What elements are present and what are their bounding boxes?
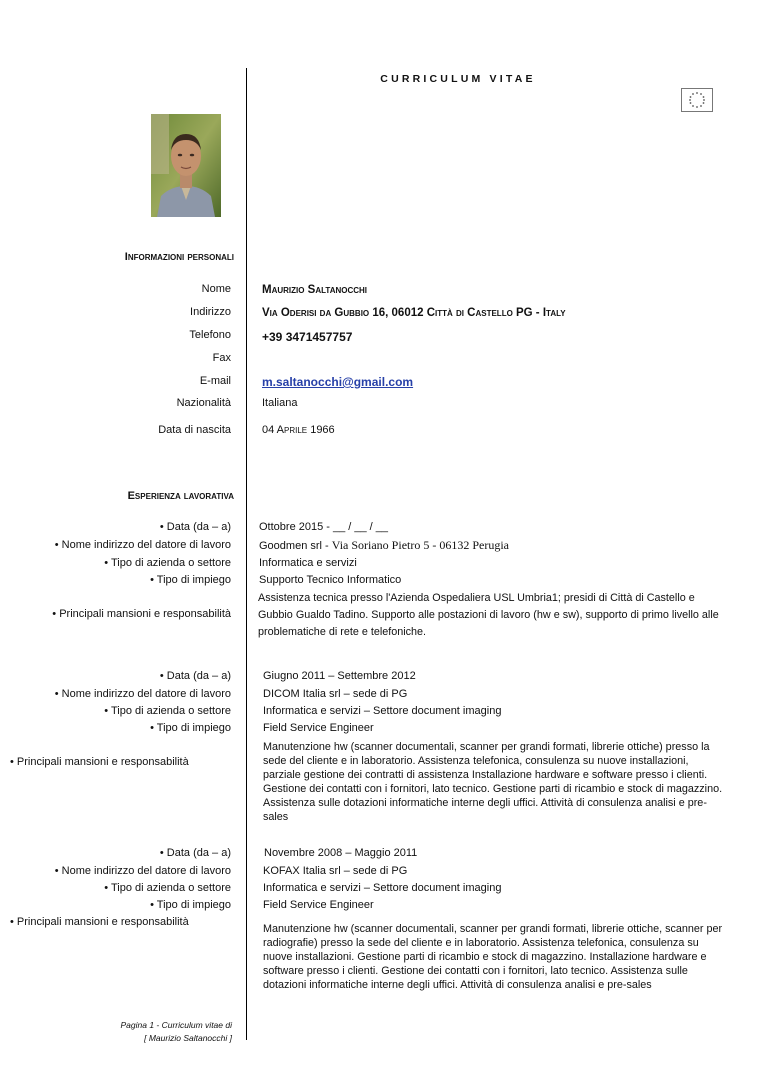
job1-label-date: • Data (da – a)	[159, 521, 231, 533]
job1-employer-address: Via Soriano Pietro 5 - 06132 Perugia	[331, 538, 510, 552]
job1-label-duties: • Principali mansioni e responsabilità	[52, 608, 231, 620]
job2-label-sector: • Tipo di azienda o settore	[104, 705, 231, 717]
page-title: CURRICULUM VITAE	[380, 73, 536, 85]
footer-line-page: Pagina 1 - Curriculum vitae di	[120, 1020, 232, 1030]
job1-label-role: • Tipo di impiego	[150, 574, 231, 586]
label-nome: Nome	[201, 283, 231, 295]
job3-duties-line: Manutenzione hw (scanner documentali, scanner per grandi formati, librerie ottiche, scanner per	[263, 923, 723, 935]
job2-sector: Informatica e servizi – Settore document imaging	[263, 705, 502, 717]
job3-duties-line: radiografie) presso la sede del cliente e in laboratorio. Assistenza telefonica, consulenza su	[263, 937, 699, 949]
job1-label-employer: • Nome indirizzo del datore di lavoro	[54, 539, 231, 551]
job1-employer-name: Goodmen srl -	[259, 540, 332, 552]
job2-label-role: • Tipo di impiego	[150, 722, 231, 734]
column-divider	[246, 68, 247, 1040]
job2-label-employer: • Nome indirizzo del datore di lavoro	[54, 688, 231, 700]
label-telefono: Telefono	[189, 329, 231, 341]
section-heading-personal: Informazioni personali	[124, 251, 234, 263]
job1-duties-line: Assistenza tecnica presso l'Azienda Ospedaliera USL Umbria1; presidi di Città di Castello e	[258, 592, 695, 604]
label-nascita: Data di nascita	[158, 424, 231, 436]
job2-employer: DICOM Italia srl – sede di PG	[263, 688, 408, 700]
job3-employer: KOFAX Italia srl – sede di PG	[263, 865, 408, 877]
section-heading-experience: Esperienza lavorativa	[127, 490, 234, 502]
job2-role: Field Service Engineer	[263, 722, 374, 734]
job3-label-employer: • Nome indirizzo del datore di lavoro	[54, 865, 231, 877]
job1-duties	[258, 591, 728, 639]
job1-label-sector: • Tipo di azienda o settore	[104, 557, 231, 569]
value-nascita: 04 Aprile 1966	[262, 424, 335, 436]
label-email: E-mail	[199, 375, 231, 387]
label-indirizzo: Indirizzo	[190, 306, 231, 318]
job2-duties-line: Manutenzione hw (scanner documentali, scanner per grandi formati, librerie ottiche) presso la	[263, 741, 710, 753]
job1-duties-line: Gubbio Gualdo Tadino. Supporto alle postazioni di lavoro (hw e sw), supporto di primo livello alle	[258, 609, 719, 621]
label-fax: Fax	[212, 352, 231, 364]
job3-date: Novembre 2008 – Maggio 2011	[264, 847, 418, 859]
eu-flag-icon	[681, 88, 713, 112]
profile-photo	[151, 114, 221, 217]
value-telefono: +39 3471457757	[262, 330, 353, 344]
job2-duties-line: sede del cliente e in laboratorio. Assistenza telefonica, consulenza su nuove installazioni,	[263, 755, 689, 767]
job1-date: Ottobre 2015 - __ / __ / __	[259, 521, 389, 533]
job3-duties	[263, 922, 733, 992]
job3-role: Field Service Engineer	[263, 899, 374, 911]
job2-duties-line: sales	[263, 811, 289, 823]
job3-label-date: • Data (da – a)	[159, 847, 231, 859]
job1-role: Supporto Tecnico Informatico	[259, 574, 402, 586]
job2-duties-line: Assistenza sulle dotazioni informatiche interne degli uffici. Attività di consulenza analisi e pre-	[263, 797, 707, 809]
job3-label-sector: • Tipo di azienda o settore	[104, 882, 231, 894]
job1-sector: Informatica e servizi	[259, 557, 357, 569]
job2-label-date: • Data (da – a)	[159, 670, 231, 682]
job2-date: Giugno 2011 – Settembre 2012	[263, 670, 416, 682]
job2-duties-line: parziale gestione dei contratti di assistenza Installazione hardware e software presso i clienti.	[263, 769, 708, 781]
job3-duties-line: nuove installazioni. Gestione parti di ricambio e stock di magazzino. Installazione hardware e	[263, 951, 707, 963]
email-link[interactable]: m.saltanocchi@gmail.com	[262, 375, 414, 389]
job2-label-duties: • Principali mansioni e responsabilità	[10, 756, 189, 768]
value-nazionalita: Italiana	[262, 397, 298, 409]
value-indirizzo: Via Oderisi da Gubbio 16, 06012 Città di Castello PG - Italy	[262, 307, 566, 319]
job2-duties-line: Gestione dei contatti con i fornitori, lato tecnico. Gestione parti di ricambio e stock di magazzino.	[263, 783, 723, 795]
job1-duties-line: problematiche di rete e telefoniche.	[258, 626, 427, 638]
footer-line-name: [ Maurizio Saltanocchi ]	[144, 1033, 232, 1043]
label-nazionalita: Nazionalità	[176, 397, 231, 409]
job1-employer	[259, 538, 509, 553]
job3-duties-line: software presso i clienti. Gestione dei contatti con i fornitori, lato tecnico. Assistenza sulle	[263, 965, 688, 977]
job3-sector: Informatica e servizi – Settore document imaging	[263, 882, 502, 894]
job3-label-role: • Tipo di impiego	[150, 899, 231, 911]
job3-label-duties: • Principali mansioni e responsabilità	[10, 916, 189, 928]
job2-duties	[263, 740, 733, 824]
job3-duties-line: dotazioni informatiche interne degli uffici. Attività di consulenza analisi e pre-sales	[263, 979, 652, 991]
value-nome: Maurizio Saltanocchi	[262, 284, 368, 296]
page-footer	[60, 1019, 232, 1045]
